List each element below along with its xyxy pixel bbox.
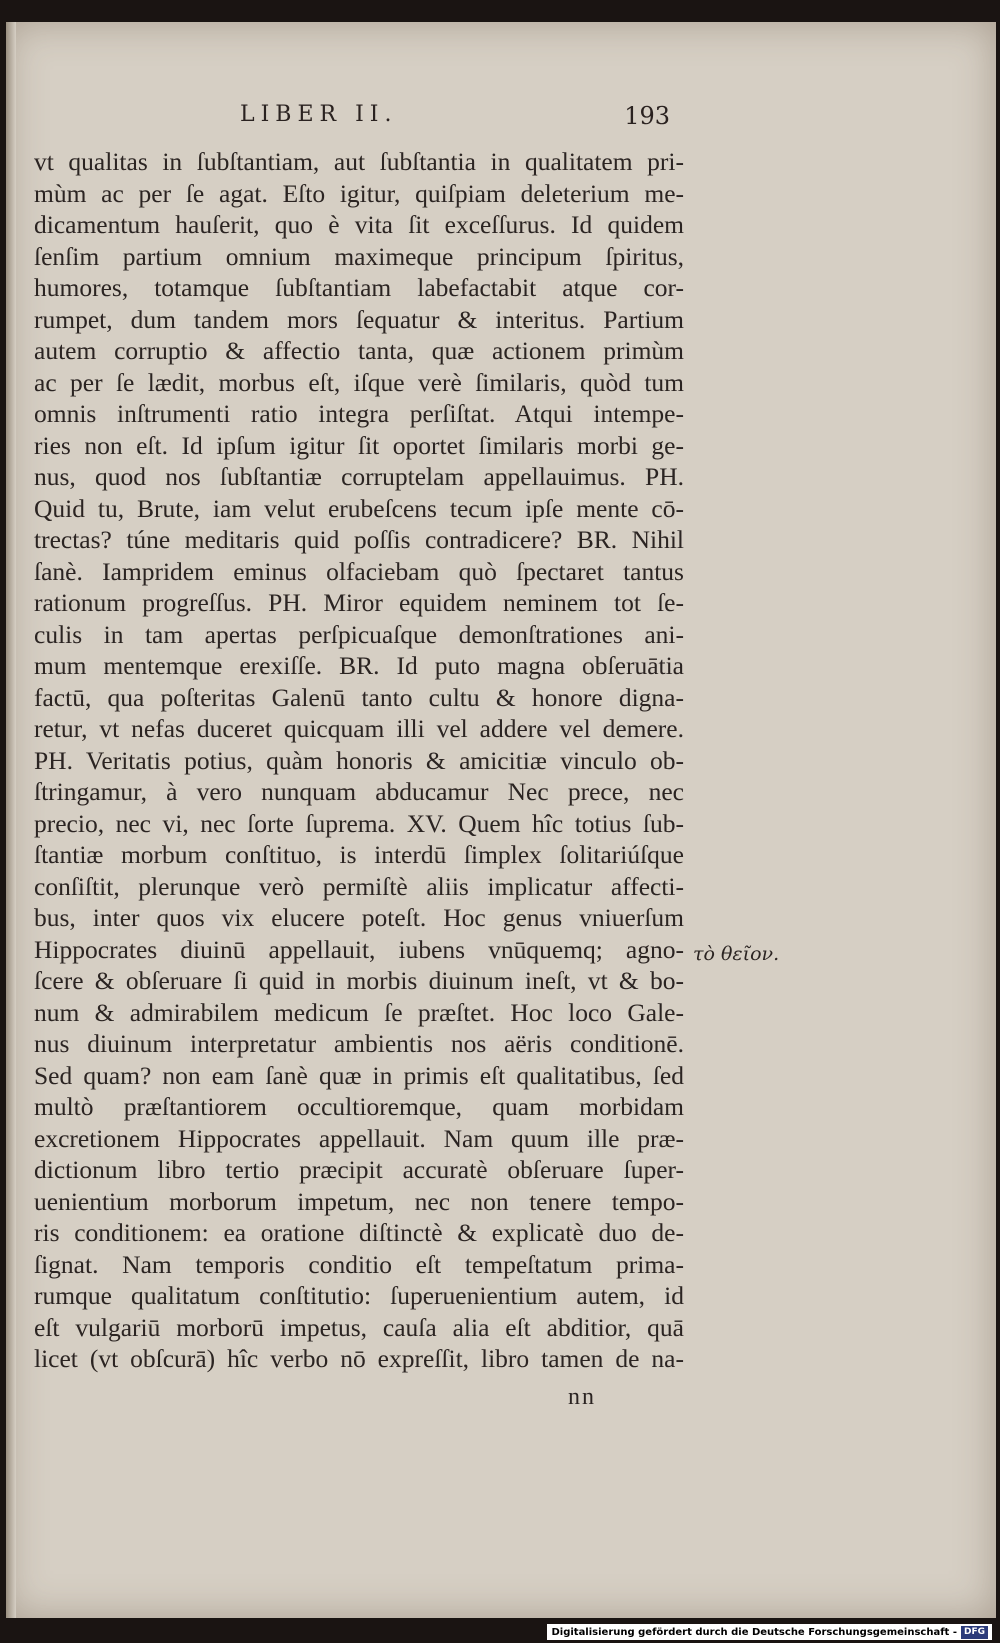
text-line: nus diuinum interpretatur ambientis nos aëris conditionē. [34,1029,684,1058]
text-line: ac per ſe lædit, morbus eſt, iſque verè ſimilaris, quòd tum [34,367,684,397]
page-number: 193 [624,102,670,130]
text-line: omnis inſtrumenti ratio integra perſiſtat. Atqui intempe- [34,399,684,428]
text-line: rumque qualitatum conſtitutio: ſuperuenientium autem, id [34,1281,684,1310]
text-line: uenientium morborum impetum, nec non tenere tempo- [34,1186,684,1216]
text-line: ſtantiæ morbum conſtituo, is interdū ſimplex ſolitariúſque [34,840,684,869]
text-line: autem corruptio & affectio tanta, quæ actionem primùm [34,336,684,365]
text-line: rationum progreſſus. PH. Miror equidem neminem tot ſe- [34,588,684,617]
text-line: ſenſim partium omnium maximeque principum ſpiritus, [34,241,684,271]
catchword: nn [568,1384,596,1410]
text-line: Sed quam? non eam ſanè quæ in primis eſt qualitatibus, ſed [34,1060,684,1090]
text-line: factū, qua poſteritas Galenū tanto cultu & honore digna- [34,682,684,712]
body-text [34,146,684,1375]
text-line: nus, quod nos ſubſtantiæ corruptelam appellauimus. PH. [34,462,684,491]
text-line: ſtringamur, à vero nunquam abducamur Nec prece, nec [34,777,684,806]
text-line: ſanè. Iampridem eminus olfaciebam quò ſpectaret tantus [34,556,684,586]
text-line: PH. Veritatis potius, quàm honoris & amicitiæ vinculo ob- [34,745,684,775]
text-line: Quid tu, Brute, iam velut erubeſcens tecum ipſe mente cō- [34,493,684,523]
marginal-note: τὸ θεῖον. [693,943,780,965]
text-line: licet (vt obſcurā) hîc verbo nō expreſſit, libro tamen de na- [34,1344,684,1373]
dfg-logo-icon: DFG [961,1626,988,1639]
running-title: LIBER II. [240,102,398,127]
text-line: eſt vulgariū morborū impetus, cauſa alia eſt abditior, quā [34,1312,684,1342]
text-line: ſcere & obſeruare ſi quid in morbis diuinum ineſt, vt & bo- [34,966,684,995]
credit-text: Digitalisierung gefördert durch die Deutsche Forschungsgemeinschaft - [551,1626,957,1638]
text-line: ries non eſt. Id ipſum igitur ſit oportet ſimilaris morbi ge- [34,430,684,460]
text-line: vt qualitas in ſubſtantiam, aut ſubſtantia in qualitatem pri- [34,147,684,176]
text-line: mùm ac per ſe agat. Eſto igitur, quiſpiam deleterium me- [34,178,684,208]
text-line: dicamentum hauſerit, quo è vita ſit exceſſurus. Id quidem [34,210,684,239]
text-line: ris conditionem: ea oratione diſtinctè & explicatè duo de- [34,1218,684,1247]
page-header [240,98,670,138]
text-line: precio, nec vi, nec ſorte ſuprema. XV. Quem hîc totius ſub- [34,808,684,838]
text-line: culis in tam apertas perſpicuaſque demonſtrationes ani- [34,619,684,649]
text-line: Hippocrates diuinū appellauit, iubens vnūquemq; agno- [34,934,684,964]
page-gutter-shadow [6,22,16,1618]
text-line: humores, totamque ſubſtantiam labefactabit atque cor- [34,273,684,302]
text-line: conſiſtit, plerunque verò permiſtè aliis implicatur affecti- [34,871,684,901]
text-line: multò præſtantiorem occultioremque, quam morbidam [34,1092,684,1121]
text-line: bus, inter quos vix elucere poteſt. Hoc genus vniuerſum [34,903,684,932]
text-line: ſignat. Nam temporis conditio eſt tempeſtatum prima- [34,1249,684,1279]
text-line: excretionem Hippocrates appellauit. Nam quum ille præ- [34,1123,684,1153]
digitization-credit [547,1624,992,1640]
text-line: num & admirabilem medicum ſe præſtet. Hoc loco Gale- [34,997,684,1027]
text-line: mum mentemque erexiſſe. BR. Id puto magna obſeruātia [34,651,684,680]
text-line: retur, vt nefas duceret quicquam illi vel addere vel demere. [34,714,684,743]
text-line: dictionum libro tertio præcipit accuratè obſeruare ſuper- [34,1155,684,1184]
text-line: trectas? túne meditaris quid poſſis contradicere? BR. Nihil [34,525,684,554]
text-line: rumpet, dum tandem mors ſequatur & interitus. Partium [34,304,684,334]
